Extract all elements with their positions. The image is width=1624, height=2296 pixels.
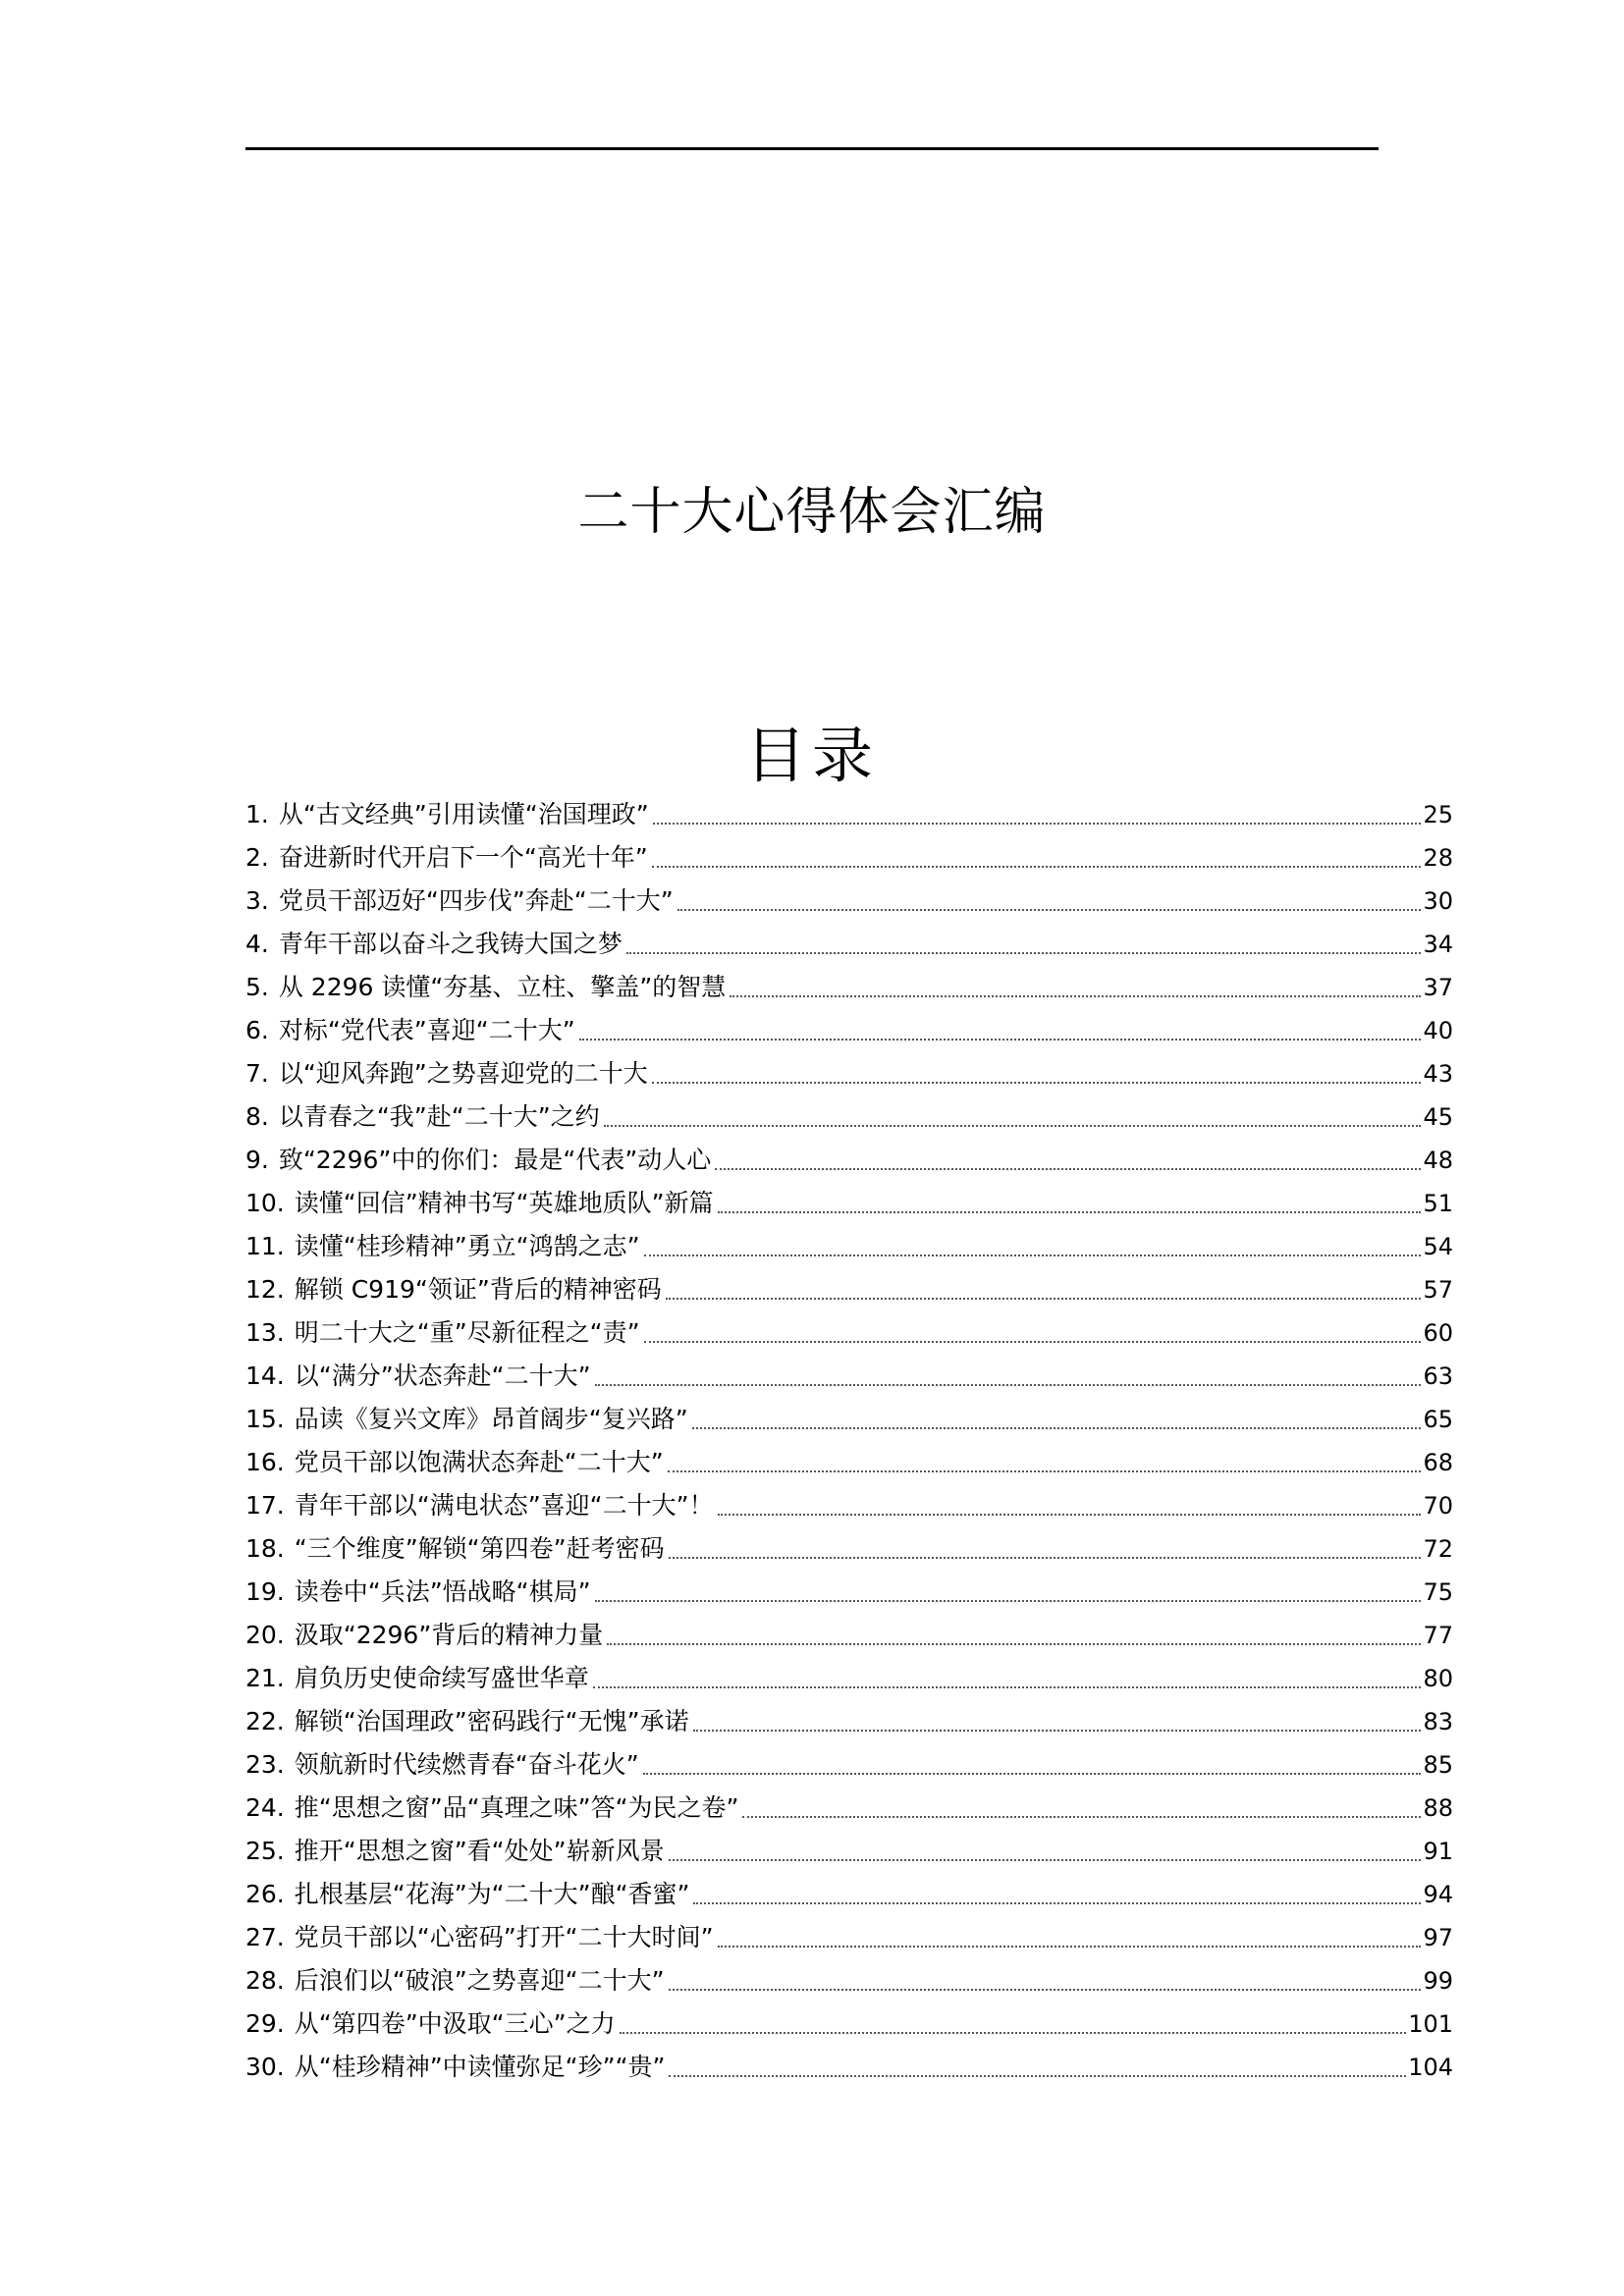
toc-entry[interactable] [245, 1052, 1453, 1095]
toc-entry-leader-dots [718, 1514, 1422, 1516]
toc-entry-leader-dots [666, 1298, 1422, 1300]
toc-entry-leader-dots [626, 952, 1422, 954]
toc-entry-page: 48 [1423, 1147, 1453, 1174]
toc-entry[interactable] [245, 1527, 1453, 1571]
toc-entry-title: 从“古文经典”引用读懂“治国理政” [278, 800, 649, 828]
toc-entry-number: 21. [245, 1664, 285, 1692]
toc-entry-leader-dots [604, 1125, 1422, 1127]
toc-entry-leader-dots [718, 1946, 1422, 1948]
toc-entry[interactable] [245, 1268, 1453, 1311]
toc-entry-title: 推“思想之窗”品“真理之味”答“为民之卷” [294, 1793, 739, 1822]
toc-entry-title: 以“满分”状态奔赴“二十大” [294, 1362, 591, 1390]
toc-entry-leader-dots [677, 909, 1422, 911]
toc-entry-page: 91 [1423, 1838, 1453, 1865]
toc-entry-number: 7. [245, 1059, 269, 1088]
toc-entry-title: 对标“党代表”喜迎“二十大” [278, 1016, 575, 1044]
toc-entry-leader-dots [693, 1730, 1422, 1732]
toc-entry-page: 51 [1423, 1190, 1453, 1217]
toc-entry[interactable] [245, 1959, 1453, 2002]
toc-entry-title: 后浪们以“破浪”之势喜迎“二十大” [294, 1966, 665, 1995]
toc-entry-leader-dots [718, 1211, 1422, 1213]
toc-entry-title: 青年干部以“满电状态”喜迎“二十大”！ [294, 1491, 714, 1520]
toc-entry-page: 77 [1423, 1622, 1453, 1649]
toc-entry-page: 63 [1423, 1362, 1453, 1390]
toc-entry-leader-dots [715, 1168, 1421, 1170]
toc-entry-leader-dots [595, 1384, 1422, 1386]
toc-entry-title: 党员干部迈好“四步伐”奔赴“二十大” [278, 886, 674, 915]
toc-entry-number: 18. [245, 1534, 285, 1563]
toc-entry[interactable] [245, 1484, 1453, 1527]
toc-entry-leader-dots [730, 995, 1421, 997]
toc-entry-number: 11. [245, 1232, 285, 1260]
toc-entry-number: 2. [245, 843, 269, 872]
toc-entry-title: 青年干部以奋斗之我铸大国之梦 [278, 930, 623, 958]
toc-entry-leader-dots [595, 1600, 1422, 1602]
toc-entry-leader-dots [669, 1557, 1422, 1559]
toc-entry-leader-dots [692, 1427, 1422, 1429]
toc-entry-number: 30. [245, 2053, 285, 2081]
toc-entry[interactable] [245, 1916, 1453, 1959]
toc-entry[interactable] [245, 1095, 1453, 1139]
toc-entry[interactable] [245, 1571, 1453, 1614]
toc-entry-number: 1. [245, 800, 269, 828]
toc-entry-number: 5. [245, 973, 269, 1001]
toc-entry-number: 4. [245, 930, 269, 958]
toc-entry-number: 3. [245, 886, 269, 915]
toc-entry-leader-dots [669, 1859, 1422, 1861]
toc-entry-page: 72 [1423, 1535, 1453, 1563]
toc-entry-title: 扎根基层“花海”为“二十大”酿“香蜜” [294, 1880, 690, 1908]
toc-entry-title: 从“第四卷”中汲取“三心”之力 [294, 2009, 616, 2038]
toc-entry-number: 23. [245, 1750, 285, 1779]
toc-entry-page: 54 [1423, 1233, 1453, 1260]
toc-entry[interactable] [245, 1311, 1453, 1355]
toc-entry-number: 17. [245, 1491, 285, 1520]
toc-entry-number: 28. [245, 1966, 285, 1995]
header-rule [245, 147, 1379, 150]
toc-entry-page: 80 [1423, 1665, 1453, 1692]
toc-entry-leader-dots [643, 1773, 1422, 1775]
toc-heading: 目录 [744, 720, 879, 791]
toc-entry-title: 奋进新时代开启下一个“高光十年” [278, 843, 648, 872]
toc-entry-title: 读懂“桂珍精神”勇立“鸿鹄之志” [294, 1232, 640, 1260]
toc-entry-page: 28 [1423, 844, 1453, 872]
toc-entry[interactable] [245, 1355, 1453, 1398]
toc-entry[interactable] [245, 2046, 1453, 2089]
toc-entry-page: 30 [1423, 887, 1453, 915]
toc-entry-title: 从 2296 读懂“夯基、立柱、擎盖”的智慧 [278, 973, 727, 1001]
toc-entry-title: 以“迎风奔跑”之势喜迎党的二十大 [278, 1059, 648, 1088]
toc-entry-number: 19. [245, 1577, 285, 1606]
toc-entry-page: 37 [1423, 974, 1453, 1001]
toc-entry-title: 从“桂珍精神”中读懂弥足“珍”“贵” [294, 2053, 666, 2081]
toc-entry-number: 15. [245, 1405, 285, 1433]
toc-entry-leader-dots [669, 1989, 1422, 1991]
toc-entry-number: 9. [245, 1146, 269, 1174]
toc-entry-page: 104 [1408, 2054, 1453, 2081]
toc-entry-title: 明二十大之“重”尽新征程之“责” [294, 1318, 640, 1347]
toc-entry[interactable] [245, 1700, 1453, 1743]
toc-entry-title: 以青春之“我”赴“二十大”之约 [278, 1102, 600, 1131]
toc-entry-leader-dots [653, 823, 1422, 825]
toc-entry[interactable] [245, 1743, 1453, 1787]
toc-entry-title: 解锁 C919“领证”背后的精神密码 [294, 1275, 662, 1304]
toc-entry-number: 29. [245, 2009, 285, 2038]
toc-entry-page: 99 [1423, 1967, 1453, 1995]
toc-entry-number: 16. [245, 1448, 285, 1476]
toc-entry[interactable] [245, 1873, 1453, 1916]
toc-entry-title: 品读《复兴文库》昂首阔步“复兴路” [294, 1405, 688, 1433]
toc-entry[interactable] [245, 1009, 1453, 1052]
toc-entry-leader-dots [652, 866, 1422, 868]
table-of-contents [245, 793, 1453, 2089]
toc-entry-page: 97 [1423, 1924, 1453, 1951]
toc-entry-page: 65 [1423, 1406, 1453, 1433]
toc-entry[interactable] [245, 1787, 1453, 1830]
toc-entry-number: 22. [245, 1707, 285, 1735]
toc-entry[interactable] [245, 2002, 1453, 2046]
toc-entry-number: 26. [245, 1880, 285, 1908]
toc-entry[interactable] [245, 1830, 1453, 1873]
toc-entry[interactable] [245, 966, 1453, 1009]
toc-entry[interactable] [245, 1441, 1453, 1484]
toc-entry-title: 读卷中“兵法”悟战略“棋局” [294, 1577, 591, 1606]
toc-entry-number: 10. [245, 1189, 285, 1217]
toc-entry-title: “三个维度”解锁“第四卷”赶考密码 [294, 1534, 665, 1563]
toc-entry-number: 14. [245, 1362, 285, 1390]
toc-entry-leader-dots [668, 1470, 1422, 1472]
toc-entry-title: 读懂“回信”精神书写“英雄地质队”新篇 [294, 1189, 714, 1217]
toc-entry[interactable] [245, 1614, 1453, 1657]
toc-entry-number: 27. [245, 1923, 285, 1951]
toc-entry-title: 汲取“2296”背后的精神力量 [294, 1621, 604, 1649]
toc-entry-page: 101 [1408, 2010, 1453, 2038]
toc-entry-page: 75 [1423, 1578, 1453, 1606]
toc-entry-page: 60 [1423, 1319, 1453, 1347]
toc-entry-title: 领航新时代续燃青春“奋斗花火” [294, 1750, 639, 1779]
toc-entry-number: 24. [245, 1793, 285, 1822]
toc-entry[interactable] [245, 923, 1453, 966]
toc-entry-leader-dots [593, 1686, 1422, 1688]
toc-entry-title: 肩负历史使命续写盛世华章 [294, 1664, 589, 1692]
toc-entry-page: 88 [1423, 1794, 1453, 1822]
toc-entry[interactable] [245, 1225, 1453, 1268]
toc-entry-page: 70 [1423, 1492, 1453, 1520]
toc-entry[interactable] [245, 1139, 1453, 1182]
toc-entry-title: 致“2296”中的你们：最是“代表”动人心 [278, 1146, 712, 1174]
toc-entry-page: 45 [1423, 1103, 1453, 1131]
toc-entry-page: 85 [1423, 1751, 1453, 1779]
toc-entry-page: 34 [1423, 931, 1453, 958]
toc-entry-number: 25. [245, 1837, 285, 1865]
toc-entry-leader-dots [644, 1255, 1422, 1256]
toc-entry-number: 12. [245, 1275, 285, 1304]
toc-entry-page: 43 [1423, 1060, 1453, 1088]
toc-entry-title: 党员干部以饱满状态奔赴“二十大” [294, 1448, 664, 1476]
toc-entry-leader-dots [620, 2032, 1407, 2034]
toc-entry-page: 57 [1423, 1276, 1453, 1304]
toc-entry-leader-dots [669, 2075, 1406, 2077]
toc-entry-page: 94 [1423, 1881, 1453, 1908]
toc-entry-leader-dots [607, 1643, 1421, 1645]
toc-entry-leader-dots [693, 1902, 1421, 1904]
toc-entry[interactable] [245, 880, 1453, 923]
toc-entry-leader-dots [652, 1082, 1422, 1084]
toc-entry[interactable] [245, 1657, 1453, 1700]
toc-entry-leader-dots [579, 1039, 1422, 1041]
toc-entry-number: 13. [245, 1318, 285, 1347]
toc-entry-leader-dots [742, 1816, 1421, 1818]
toc-entry-title: 解锁“治国理政”密码践行“无愧”承诺 [294, 1707, 689, 1735]
toc-entry-page: 68 [1423, 1449, 1453, 1476]
toc-entry-number: 8. [245, 1102, 269, 1131]
toc-entry-page: 25 [1423, 801, 1453, 828]
toc-entry-number: 20. [245, 1621, 285, 1649]
document-title: 二十大心得体会汇编 [577, 483, 1047, 542]
toc-entry[interactable] [245, 1182, 1453, 1225]
toc-entry-title: 党员干部以“心密码”打开“二十大时间” [294, 1923, 714, 1951]
toc-entry[interactable] [245, 1398, 1453, 1441]
toc-entry-page: 83 [1423, 1708, 1453, 1735]
toc-entry[interactable] [245, 836, 1453, 880]
toc-entry[interactable] [245, 793, 1453, 836]
toc-entry-page: 40 [1423, 1017, 1453, 1044]
toc-entry-number: 6. [245, 1016, 269, 1044]
toc-entry-title: 推开“思想之窗”看“处处”崭新风景 [294, 1837, 665, 1865]
toc-entry-leader-dots [644, 1341, 1422, 1343]
